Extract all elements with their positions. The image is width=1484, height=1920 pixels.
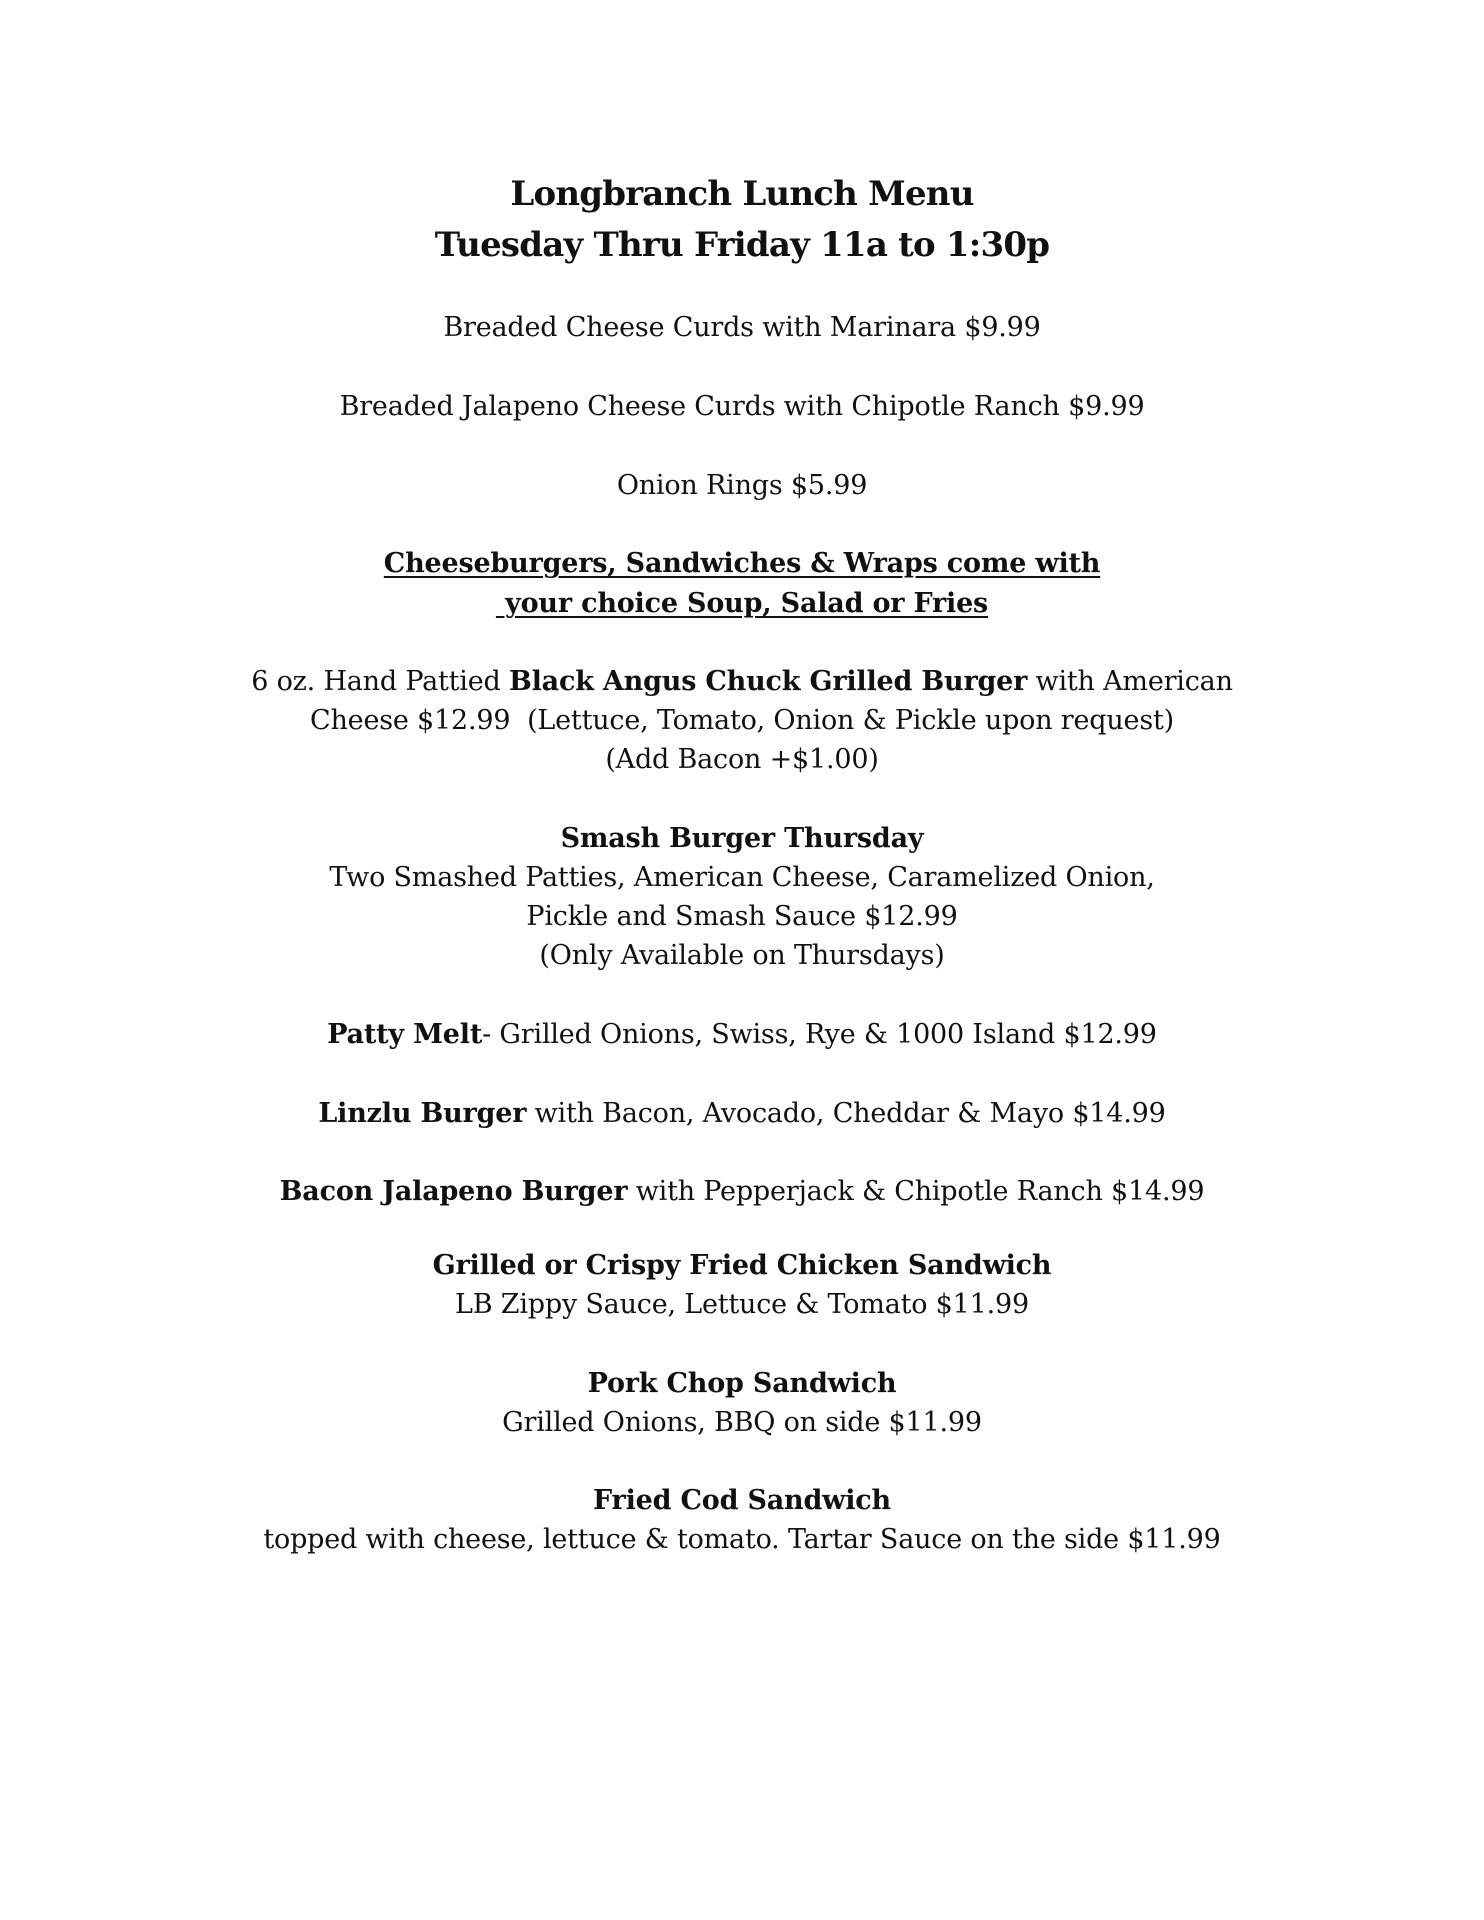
appetizer-onion-rings: Onion Rings $5.99 bbox=[616, 470, 868, 501]
sides-notice-line-1: Cheeseburgers, Sandwiches & Wraps come with bbox=[383, 548, 1101, 579]
angus-burger-line-3: (Add Bacon +$1.00) bbox=[605, 744, 879, 775]
angus-burger-line-1 bbox=[0, 662, 1484, 701]
linzlu-burger-item bbox=[0, 1094, 1484, 1133]
smash-burger-line-1: Two Smashed Patties, American Cheese, Caramelized Onion, bbox=[329, 862, 1155, 893]
bacon-jalapeno-burger-item bbox=[0, 1172, 1484, 1211]
patty-melt-desc: - Grilled Onions, Swiss, Rye & 1000 Island $12.99 bbox=[482, 1019, 1157, 1050]
smash-burger-line-3: (Only Available on Thursdays) bbox=[539, 940, 945, 971]
pork-chop-sandwich-name: Pork Chop Sandwich bbox=[587, 1368, 897, 1399]
menu-hours: Tuesday Thru Friday 11a to 1:30p bbox=[434, 225, 1050, 265]
bacon-jalapeno-burger-desc: with Pepperjack & Chipotle Ranch $14.99 bbox=[627, 1176, 1205, 1207]
bacon-jalapeno-burger-name: Bacon Jalapeno Burger bbox=[279, 1176, 628, 1207]
menu-title: Longbranch Lunch Menu bbox=[510, 174, 974, 214]
linzlu-burger-desc: with Bacon, Avocado, Cheddar & Mayo $14.99 bbox=[526, 1098, 1166, 1129]
smash-burger-name: Smash Burger Thursday bbox=[560, 823, 924, 854]
linzlu-burger-name: Linzlu Burger bbox=[318, 1098, 527, 1129]
angus-burger-suffix: with American bbox=[1027, 666, 1233, 697]
angus-burger-prefix: 6 oz. Hand Pattied bbox=[251, 666, 509, 697]
pork-chop-sandwich-desc: Grilled Onions, BBQ on side $11.99 bbox=[502, 1407, 982, 1438]
sides-notice-line-2: your choice Soup, Salad or Fries bbox=[495, 588, 989, 619]
chicken-sandwich-desc: LB Zippy Sauce, Lettuce & Tomato $11.99 bbox=[455, 1289, 1029, 1320]
appetizer-jalapeno-curds: Breaded Jalapeno Cheese Curds with Chipotle Ranch $9.99 bbox=[339, 391, 1145, 422]
patty-melt-name: Patty Melt bbox=[327, 1019, 483, 1050]
appetizer-cheese-curds: Breaded Cheese Curds with Marinara $9.99 bbox=[443, 312, 1041, 343]
smash-burger-line-2: Pickle and Smash Sauce $12.99 bbox=[526, 901, 958, 932]
patty-melt-item bbox=[0, 1015, 1484, 1054]
chicken-sandwich-name: Grilled or Crispy Fried Chicken Sandwich bbox=[432, 1250, 1052, 1281]
cod-sandwich-desc: topped with cheese, lettuce & tomato. Tartar Sauce on the side $11.99 bbox=[263, 1524, 1221, 1555]
cod-sandwich-name: Fried Cod Sandwich bbox=[593, 1485, 891, 1516]
angus-burger-line-2: Cheese $12.99 (Lettuce, Tomato, Onion & Pickle upon request) bbox=[310, 705, 1174, 736]
angus-burger-name: Black Angus Chuck Grilled Burger bbox=[508, 666, 1028, 697]
